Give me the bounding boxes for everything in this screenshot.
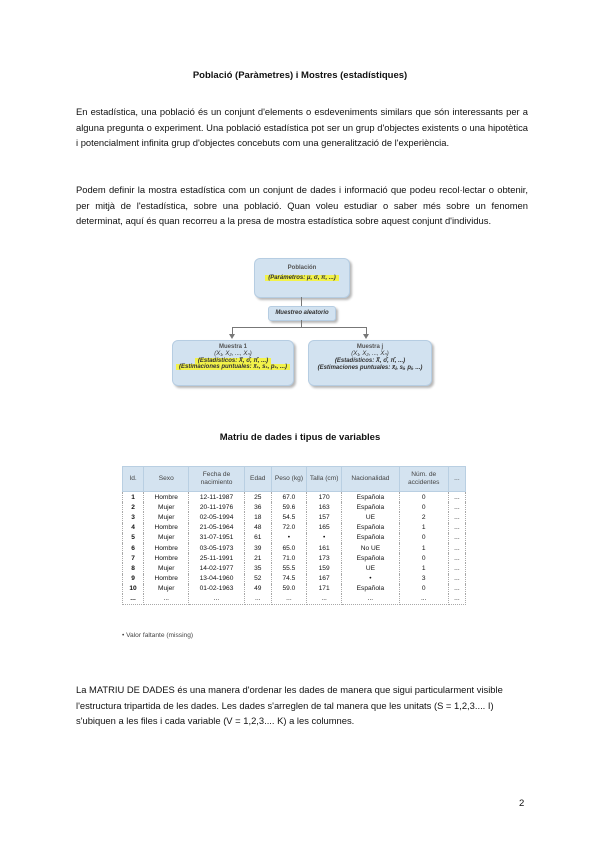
- cell: 7: [123, 553, 144, 563]
- connector-line: [366, 327, 367, 334]
- cell: Española: [342, 584, 399, 594]
- table-header-row: [123, 467, 466, 492]
- cell: 9: [123, 574, 144, 584]
- cell: 31-07-1951: [189, 533, 244, 543]
- sample-1-estimates: (Estimaciones puntuales: x̄₁, s₁, p₁, ...): [176, 364, 290, 370]
- cell: No UE: [342, 543, 399, 553]
- sample-j-values: (X₁, X₂, ..., Xₙ): [351, 351, 389, 357]
- cell: ...: [123, 594, 144, 605]
- cell: 163: [307, 502, 342, 512]
- cell: 20-11-1976: [189, 502, 244, 512]
- cell: ...: [448, 574, 465, 584]
- cell: 0: [399, 502, 448, 512]
- population-params: (Parámetros: μ, σ, π, ...): [265, 275, 339, 281]
- population-title: Población: [287, 265, 317, 271]
- header-nationality: Nacionalidad: [342, 467, 399, 492]
- cell: Mujer: [144, 502, 189, 512]
- cell: •: [307, 533, 342, 543]
- cell: 02-05-1994: [189, 512, 244, 522]
- cell: 2: [123, 502, 144, 512]
- cell: ...: [448, 563, 465, 573]
- cell: UE: [342, 563, 399, 573]
- cell: 59.6: [271, 502, 306, 512]
- cell: 1: [399, 543, 448, 553]
- cell: ...: [144, 594, 189, 605]
- cell: 72.0: [271, 523, 306, 533]
- connector-line: [232, 327, 233, 334]
- cell: Española: [342, 492, 399, 503]
- sample-j-box: [308, 340, 432, 386]
- cell: 55.5: [271, 563, 306, 573]
- sampling-box: [268, 306, 336, 321]
- table-row: [123, 563, 466, 573]
- cell: 0: [399, 553, 448, 563]
- cell: 25-11-1991: [189, 553, 244, 563]
- cell: 0: [399, 492, 448, 503]
- cell: 161: [307, 543, 342, 553]
- header-weight: Peso (kg): [271, 467, 306, 492]
- sampling-label: Muestreo aleatorio: [275, 310, 329, 316]
- cell: 0: [399, 533, 448, 543]
- cell: 21-05-1964: [189, 523, 244, 533]
- page-title: Població (Paràmetres) i Mostres (estadístiques): [192, 70, 408, 81]
- cell: 71.0: [271, 553, 306, 563]
- header-accidents: Núm. de accidentes: [399, 467, 448, 492]
- cell: Hombre: [144, 492, 189, 503]
- sample-1-stats: (Estadísticos: X̄, σ̂, π̂, ...): [195, 358, 271, 364]
- cell: •: [271, 533, 306, 543]
- cell: ...: [448, 533, 465, 543]
- table-row: [123, 512, 466, 522]
- cell: ...: [448, 594, 465, 605]
- cell: Hombre: [144, 553, 189, 563]
- cell: ...: [448, 512, 465, 522]
- cell: 25: [244, 492, 271, 503]
- paragraph-sample: Podem definir la mostra estadística com un conjunt de dades i informació que podeu recol·lectar o obtenir, per mitjà de l'estadística, sobre una població. Quan voleu estudiar o saber més sobre un fenomen determinat, aquí és quan recorreu a la presa de mostra estadística sobre aquest conjunt d'individus.: [76, 184, 528, 227]
- cell: Española: [342, 533, 399, 543]
- data-matrix-table: [122, 466, 466, 626]
- cell: 0: [399, 584, 448, 594]
- cell: 13-04-1960: [189, 574, 244, 584]
- cell: 2: [399, 512, 448, 522]
- cell: 1: [399, 563, 448, 573]
- cell: 4: [123, 523, 144, 533]
- cell: 165: [307, 523, 342, 533]
- table-row: [123, 553, 466, 563]
- cell: ...: [189, 594, 244, 605]
- cell: ...: [448, 492, 465, 503]
- cell: 52: [244, 574, 271, 584]
- cell: 3: [123, 512, 144, 522]
- cell: 74.5: [271, 574, 306, 584]
- table-row: [123, 502, 466, 512]
- cell: 54.5: [271, 512, 306, 522]
- table-row: [123, 492, 466, 503]
- table-note: • Valor faltante (missing): [122, 632, 194, 639]
- cell: Mujer: [144, 533, 189, 543]
- sample-1-title: Muestra 1: [218, 344, 247, 350]
- cell: Española: [342, 553, 399, 563]
- cell: 6: [123, 543, 144, 553]
- cell: ...: [271, 594, 306, 605]
- cell: ...: [448, 584, 465, 594]
- header-height: Talla (cm): [307, 467, 342, 492]
- cell: 1: [399, 523, 448, 533]
- page-number: 2: [519, 798, 525, 809]
- table-row: [123, 574, 466, 584]
- cell: Mujer: [144, 512, 189, 522]
- sample-1-box: [172, 340, 294, 386]
- cell: ...: [307, 594, 342, 605]
- cell: ...: [244, 594, 271, 605]
- cell: 157: [307, 512, 342, 522]
- cell: 159: [307, 563, 342, 573]
- header-id: Id.: [123, 467, 144, 492]
- arrow-icon: [363, 334, 369, 339]
- cell: •: [342, 574, 399, 584]
- cell: 39: [244, 543, 271, 553]
- cell: 49: [244, 584, 271, 594]
- cell: 61: [244, 533, 271, 543]
- cell: ...: [448, 523, 465, 533]
- cell: 03-05-1973: [189, 543, 244, 553]
- cell: UE: [342, 512, 399, 522]
- cell: 170: [307, 492, 342, 503]
- cell: 48: [244, 523, 271, 533]
- cell: Española: [342, 502, 399, 512]
- paragraph-data-matrix: La MATRIU DE DADES és una manera d'ordenar les dades de manera que sigui particularment visible l'estructura tripartida de les dades. Les dades s'arreglen de tal manera que les unitats (S = 1,2,3.... I) s'ubiquen a les files i cada variable (V = 1,2,3.... K) a les columnes.: [76, 684, 503, 727]
- cell: 01-02-1963: [189, 584, 244, 594]
- table-row: [123, 543, 466, 553]
- sample-j-title: Muestra j: [356, 344, 384, 350]
- cell: ...: [448, 543, 465, 553]
- population-sample-diagram: [168, 254, 436, 394]
- paragraph-population: En estadística, una població és un conjunt d'elements o esdeveniments similars que són interessants per a alguna pregunta o experiment. Una població estadística pot ser un grup d'objectes existents o una hipotètica i potencialment infinita grup d'objectes concebuts com una generalització de l'experiència.: [76, 106, 528, 149]
- cell: 65.0: [271, 543, 306, 553]
- table-row: [123, 584, 466, 594]
- cell: 12-11-1987: [189, 492, 244, 503]
- cell: 5: [123, 533, 144, 543]
- cell: 8: [123, 563, 144, 573]
- cell: Hombre: [144, 523, 189, 533]
- cell: 171: [307, 584, 342, 594]
- sample-1-values: (X₁, X₂, ..., Xₙ): [214, 351, 252, 357]
- cell: 167: [307, 574, 342, 584]
- table-row: [123, 533, 466, 543]
- header-more: ...: [448, 467, 465, 492]
- cell: 18: [244, 512, 271, 522]
- table-row: [123, 523, 466, 533]
- cell: 67.0: [271, 492, 306, 503]
- connector-line: [301, 320, 302, 327]
- cell: 14-02-1977: [189, 563, 244, 573]
- cell: 21: [244, 553, 271, 563]
- cell: ...: [342, 594, 399, 605]
- header-age: Edad: [244, 467, 271, 492]
- cell: 35: [244, 563, 271, 573]
- cell: Mujer: [144, 584, 189, 594]
- connector-line: [232, 327, 366, 328]
- table-row: [123, 594, 466, 605]
- cell: ...: [399, 594, 448, 605]
- cell: 3: [399, 574, 448, 584]
- cell: 173: [307, 553, 342, 563]
- cell: Hombre: [144, 543, 189, 553]
- cell: Hombre: [144, 574, 189, 584]
- cell: Mujer: [144, 563, 189, 573]
- arrow-icon: [229, 334, 235, 339]
- cell: ...: [448, 502, 465, 512]
- header-birthdate: Fecha de nacimiento: [189, 467, 244, 492]
- population-box: [254, 258, 350, 298]
- cell: 1: [123, 492, 144, 503]
- sample-j-estimates: (Estimaciones puntuales: x̄ⱼ, sⱼ, pⱼ, ...): [317, 365, 423, 371]
- cell: ...: [448, 553, 465, 563]
- sample-j-stats: (Estadísticos: X̄, σ̂, π̂, ...): [334, 358, 406, 364]
- cell: Española: [342, 523, 399, 533]
- cell: 10: [123, 584, 144, 594]
- header-sex: Sexo: [144, 467, 189, 492]
- cell: 59.0: [271, 584, 306, 594]
- cell: 36: [244, 502, 271, 512]
- table-title: Matriu de dades i tipus de variables: [219, 432, 381, 443]
